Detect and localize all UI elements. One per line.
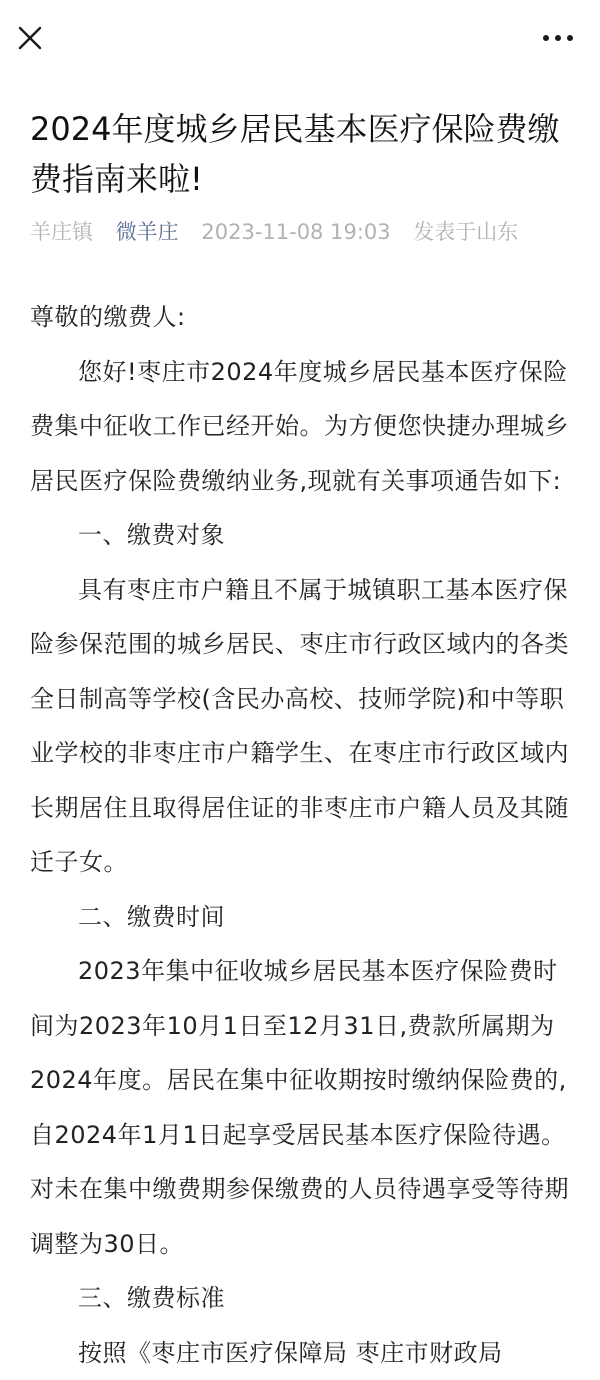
account-link[interactable]: 微羊庄 bbox=[116, 220, 179, 244]
article-title: 2024年度城乡居民基本医疗保险费缴费指南来啦! bbox=[30, 104, 575, 204]
section-heading-3: 三、缴费标准 bbox=[30, 1271, 575, 1326]
intro-paragraph: 您好!枣庄市2024年度城乡居民基本医疗保险费集中征收工作已经开始。为方便您快捷办理城乡居民医疗保险费缴纳业务,现就有关事项通告如下: bbox=[30, 345, 575, 509]
top-bar bbox=[0, 0, 600, 76]
close-button[interactable] bbox=[14, 22, 46, 54]
publish-location: 发表于山东 bbox=[413, 220, 518, 244]
publish-datetime: 2023-11-08 19:03 bbox=[201, 220, 390, 244]
section-body-3: 按照《枣庄市医疗保障局 枣庄市财政局 bbox=[30, 1326, 575, 1380]
section-body-1: 具有枣庄市户籍且不属于城镇职工基本医疗保险参保范围的城乡居民、枣庄市行政区域内的各类全日制高等学校(含民办高校、技师学院)和中等职业学校的非枣庄市户籍学生、在枣庄市行政区域内长期居住且取得居住证的非枣庄市户籍人员及其随迁子女。 bbox=[30, 563, 575, 890]
section-body-2: 2023年集中征收城乡居民基本医疗保险费时间为2023年10月1日至12月31日,费款所属期为2024年度。居民在集中征收期按时缴纳保险费的,自2024年1月1日起享受居民基本医疗保险待遇。对未在集中缴费期参保缴费的人员待遇享受等待期调整为30日。 bbox=[30, 944, 575, 1271]
greeting: 尊敬的缴费人: bbox=[30, 290, 575, 345]
close-icon[interactable] bbox=[14, 22, 46, 54]
article-content bbox=[30, 290, 575, 1380]
article-meta bbox=[30, 212, 590, 252]
more-dots-icon[interactable] bbox=[540, 28, 576, 48]
section-heading-2: 二、缴费时间 bbox=[30, 890, 575, 945]
more-button[interactable] bbox=[540, 28, 576, 48]
section-heading-1: 一、缴费对象 bbox=[30, 508, 575, 563]
author-name: 羊庄镇 bbox=[30, 220, 93, 244]
